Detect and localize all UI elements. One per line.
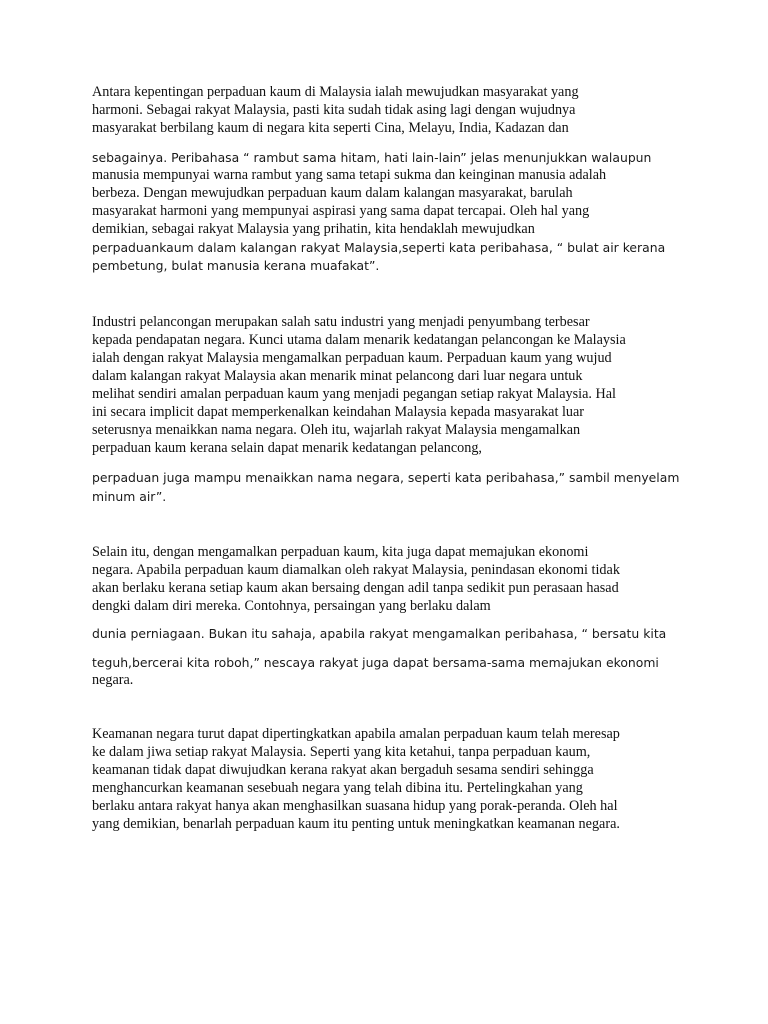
- paragraph-line: keamanan tidak dapat diwujudkan kerana rakyat akan bergaduh sesama sendiri sehingga: [92, 762, 594, 778]
- paragraph-line: yang demikian, benarlah perpaduan kaum itu penting untuk meningkatkan keamanan negara.: [92, 816, 620, 832]
- paragraph-line: Keamanan negara turut dapat dipertingkatkan apabila amalan perpaduan kaum telah meresap: [92, 726, 620, 742]
- paragraph-line: negara. Apabila perpaduan kaum diamalkan oleh rakyat Malaysia, penindasan ekonomi tidak: [92, 562, 620, 578]
- paragraph-line: menghancurkan keamanan sesebuah negara yang telah dibina itu. Pertelingkahan yang: [92, 780, 583, 796]
- paragraph-line: akan berlaku kerana setiap kaum akan bersaing dengan adil tanpa sedikit pun perasaan hasad: [92, 580, 619, 596]
- paragraph-line: sebagainya. Peribahasa “ rambut sama hitam, hati lain-lain” jelas menunjukkan walaupun: [92, 150, 652, 165]
- paragraph-line: minum air”.: [92, 489, 167, 504]
- paragraph-line: masyarakat harmoni yang mempunyai aspirasi yang sama dapat tercapai. Oleh hal yang: [92, 203, 590, 219]
- paragraph-line: dunia perniagaan. Bukan itu sahaja, apabila rakyat mengamalkan peribahasa, “ bersatu kita: [92, 626, 667, 641]
- paragraph-line: Industri pelancongan merupakan salah satu industri yang menjadi penyumbang terbesar: [92, 314, 590, 330]
- paragraph-line: melihat sendiri amalan perpaduan kaum yang menjadi pegangan setiap rakyat Malaysia. Hal: [92, 386, 616, 402]
- paragraph-line: pembetung, bulat manusia kerana muafakat”.: [92, 258, 380, 273]
- paragraph-line: ini secara implicit dapat memperkenalkan keindahan Malaysia kepada masyarakat luar: [92, 404, 585, 420]
- paragraph-line: Selain itu, dengan mengamalkan perpaduan kaum, kita juga dapat memajukan ekonomi: [92, 544, 589, 560]
- paragraph-line: manusia mempunyai warna rambut yang sama tetapi sukma dan keinginan manusia adalah: [92, 167, 607, 183]
- paragraph-line: berlaku antara rakyat hanya akan menghasilkan suasana hidup yang porak-peranda. Oleh hal: [92, 798, 618, 814]
- paragraph-line: kepada pendapatan negara. Kunci utama dalam menarik kedatangan pelancongan ke Malaysia: [92, 332, 626, 348]
- paragraph-line: dengki dalam diri mereka. Contohnya, persaingan yang berlaku dalam: [92, 598, 491, 614]
- paragraph-line: perpaduan juga mampu menaikkan nama negara, seperti kata peribahasa,” sambil menyelam: [92, 470, 680, 485]
- paragraph-line: dalam kalangan rakyat Malaysia akan menarik minat pelancong dari luar negara untuk: [92, 368, 583, 384]
- paragraph-line: berbeza. Dengan mewujudkan perpaduan kaum dalam kalangan masyarakat, barulah: [92, 185, 573, 201]
- paragraph-line: harmoni. Sebagai rakyat Malaysia, pasti kita sudah tidak asing lagi dengan wujudnya: [92, 102, 576, 118]
- paragraph-line: perpaduan kaum kerana selain dapat menarik kedatangan pelancong,: [92, 440, 482, 456]
- paragraph-line: demikian, sebagai rakyat Malaysia yang prihatin, kita hendaklah mewujudkan: [92, 221, 535, 237]
- paragraph-line: teguh,bercerai kita roboh,” nescaya rakyat juga dapat bersama-sama memajukan ekonomi: [92, 655, 659, 670]
- paragraph-line: seterusnya menaikkan nama negara. Oleh itu, wajarlah rakyat Malaysia mengamalkan: [92, 422, 581, 438]
- paragraph-line: ialah dengan rakyat Malaysia mengamalkan perpaduan kaum. Perpaduan kaum yang wujud: [92, 350, 612, 366]
- paragraph-line: negara.: [92, 672, 134, 688]
- paragraph-line: ke dalam jiwa setiap rakyat Malaysia. Seperti yang kita ketahui, tanpa perpaduan kaum,: [92, 744, 591, 760]
- paragraph-line: perpaduankaum dalam kalangan rakyat Malaysia,seperti kata peribahasa, “ bulat air kerana: [92, 240, 666, 255]
- paragraph-line: Antara kepentingan perpaduan kaum di Malaysia ialah mewujudkan masyarakat yang: [92, 84, 579, 100]
- paragraph-line: masyarakat berbilang kaum di negara kita seperti Cina, Melayu, India, Kadazan dan: [92, 120, 569, 136]
